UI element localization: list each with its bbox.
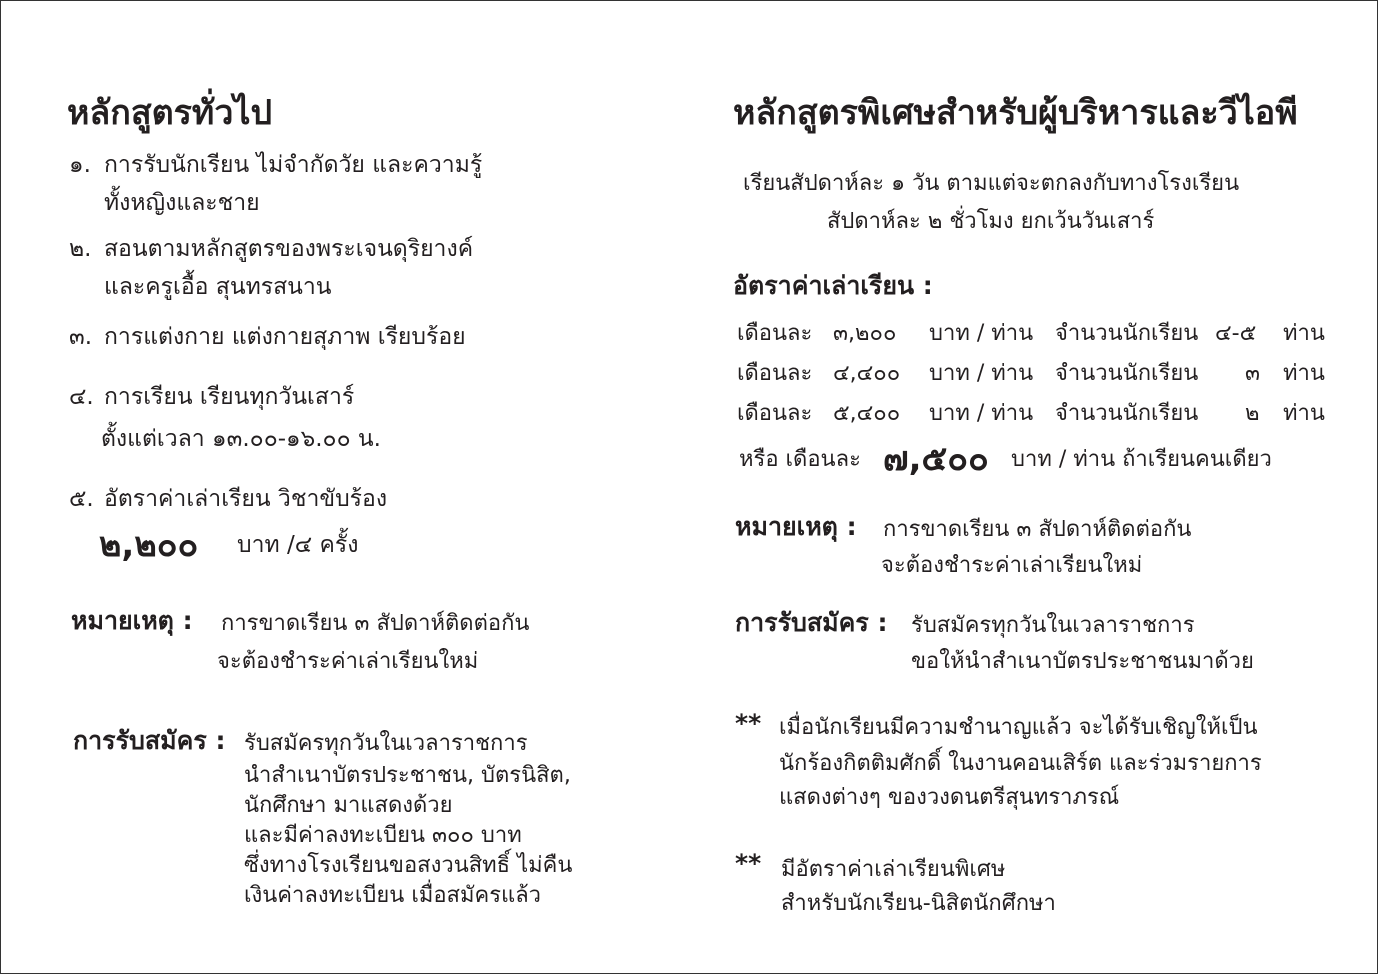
left-apply-line5: ซึ่งทางโรงเรียนขอสงวนสิทธิ์ ไม่คืน (244, 853, 573, 878)
fee-unit: บาท / ท่าน (929, 361, 1034, 386)
item-1-line2: ทั้งหญิงและชาย (104, 190, 260, 216)
fee-prefix: เดือนละ (737, 401, 813, 426)
right-note-label: หมายเหตุ : (735, 512, 857, 541)
fee-per: ท่าน (1283, 321, 1325, 346)
star-note-2-line1: มีอัตราค่าเล่าเรียนพิเศษ (781, 857, 1006, 882)
fee-unit: บาท / ท่าน (929, 321, 1034, 346)
left-note-line1: การขาดเรียน ๓ สัปดาห์ติดต่อกัน (221, 611, 530, 636)
fee-row (737, 355, 1329, 385)
item-5-number: ๕. (69, 486, 94, 512)
solo-fee-prefix: หรือ เดือนละ (739, 447, 861, 472)
item-5-fee-amount: ๒,๒๐๐ (99, 525, 199, 565)
fee-row (737, 315, 1329, 345)
schedule-line2: สัปดาห์ละ ๒ ชั่วโมง ยกเว้นวันเสาร์ (827, 209, 1155, 234)
left-note-label: หมายเหตุ : (71, 606, 193, 635)
fee-unit: บาท / ท่าน (929, 401, 1034, 426)
fee-students-label: จำนวนนักเรียน (1055, 401, 1199, 426)
item-2-number: ๒. (69, 236, 92, 262)
fee-students-label: จำนวนนักเรียน (1055, 361, 1199, 386)
fee-student-count: ๔-๕ (1215, 321, 1257, 346)
fee-students-label: จำนวนนักเรียน (1055, 321, 1199, 346)
item-4-line2: ตั้งแต่เวลา ๑๓.๐๐-๑๖.๐๐ น. (101, 426, 381, 452)
star-note-1-line1: เมื่อนักเรียนมีความชำนาญแล้ว จะได้รับเชิญให้เป็น (779, 715, 1258, 740)
fee-per: ท่าน (1283, 361, 1325, 386)
left-note-line2: จะต้องชำระค่าเล่าเรียนใหม่ (217, 649, 479, 674)
item-5-line1: อัตราค่าเล่าเรียน วิชาขับร้อง (104, 486, 388, 512)
star-note-1-line3: แสดงต่างๆ ของวงดนตรีสุนทราภรณ์ (779, 785, 1120, 810)
fee-row (737, 395, 1329, 425)
fee-amount: ๓,๒๐๐ (833, 321, 897, 346)
fee-student-count: ๒ (1245, 401, 1260, 426)
right-note-line2: จะต้องชำระค่าเล่าเรียนใหม่ (881, 553, 1143, 578)
left-apply-line2: นำสำเนาบัตรประชาชน, บัตรนิสิต, (244, 763, 571, 788)
star-note-1-marker: ** (735, 709, 762, 738)
item-1-number: ๑. (69, 152, 91, 178)
left-apply-line4: และมีค่าลงทะเบียน ๓๐๐ บาท (244, 823, 522, 848)
fee-amount: ๔,๔๐๐ (833, 361, 901, 386)
general-course-title: หลักสูตรทั่วไป (67, 93, 273, 133)
item-3-number: ๓. (69, 324, 93, 350)
fee-per: ท่าน (1283, 401, 1325, 426)
left-apply-line3: นักศึกษา มาแสดงด้วย (244, 793, 453, 818)
solo-fee-suffix: บาท / ท่าน ถ้าเรียนคนเดียว (1011, 447, 1272, 472)
fee-prefix: เดือนละ (737, 361, 813, 386)
solo-fee-amount: ๗,๕๐๐ (883, 439, 989, 479)
star-note-1-line2: นักร้องกิตติมศักดิ์ ในงานคอนเสิร์ต และร่วมรายการ (779, 751, 1262, 776)
left-apply-label: การรับสมัคร : (73, 726, 226, 755)
star-note-2-line2: สำหรับนักเรียน-นิสิตนักศึกษา (781, 891, 1056, 916)
item-3-line1: การแต่งกาย แต่งกายสุภาพ เรียบร้อย (104, 324, 466, 350)
schedule-line1: เรียนสัปดาห์ละ ๑ วัน ตามแต่จะตกลงกับทางโรงเรียน (743, 171, 1240, 196)
right-note-line1: การขาดเรียน ๓ สัปดาห์ติดต่อกัน (883, 517, 1192, 542)
item-5-fee-suffix: บาท /๔ ครั้ง (237, 532, 359, 558)
vip-course-title: หลักสูตรพิเศษสำหรับผู้บริหารและวีไอพี (733, 93, 1298, 133)
fee-prefix: เดือนละ (737, 321, 813, 346)
item-4-line1: การเรียน เรียนทุกวันเสาร์ (104, 384, 355, 410)
item-4-number: ๔. (69, 384, 94, 410)
item-2-line2: และครูเอื้อ สุนทรสนาน (104, 274, 332, 300)
fee-student-count: ๓ (1245, 361, 1261, 386)
item-1-line1: การรับนักเรียน ไม่จำกัดวัย และความรู้ (104, 152, 483, 178)
right-apply-line1: รับสมัครทุกวันในเวลาราชการ (911, 613, 1195, 638)
left-apply-line1: รับสมัครทุกวันในเวลาราชการ (244, 731, 528, 756)
star-note-2-marker: ** (735, 849, 762, 878)
right-apply-label: การรับสมัคร : (735, 608, 888, 637)
right-apply-line2: ขอให้นำสำเนาบัตรประชาชนมาด้วย (911, 649, 1254, 674)
left-apply-line6: เงินค่าลงทะเบียน เมื่อสมัครแล้ว (244, 883, 542, 908)
fees-heading: อัตราค่าเล่าเรียน : (733, 271, 933, 300)
item-2-line1: สอนตามหลักสูตรของพระเจนดุริยางค์ (104, 236, 474, 262)
fee-amount: ๕,๔๐๐ (833, 401, 901, 426)
